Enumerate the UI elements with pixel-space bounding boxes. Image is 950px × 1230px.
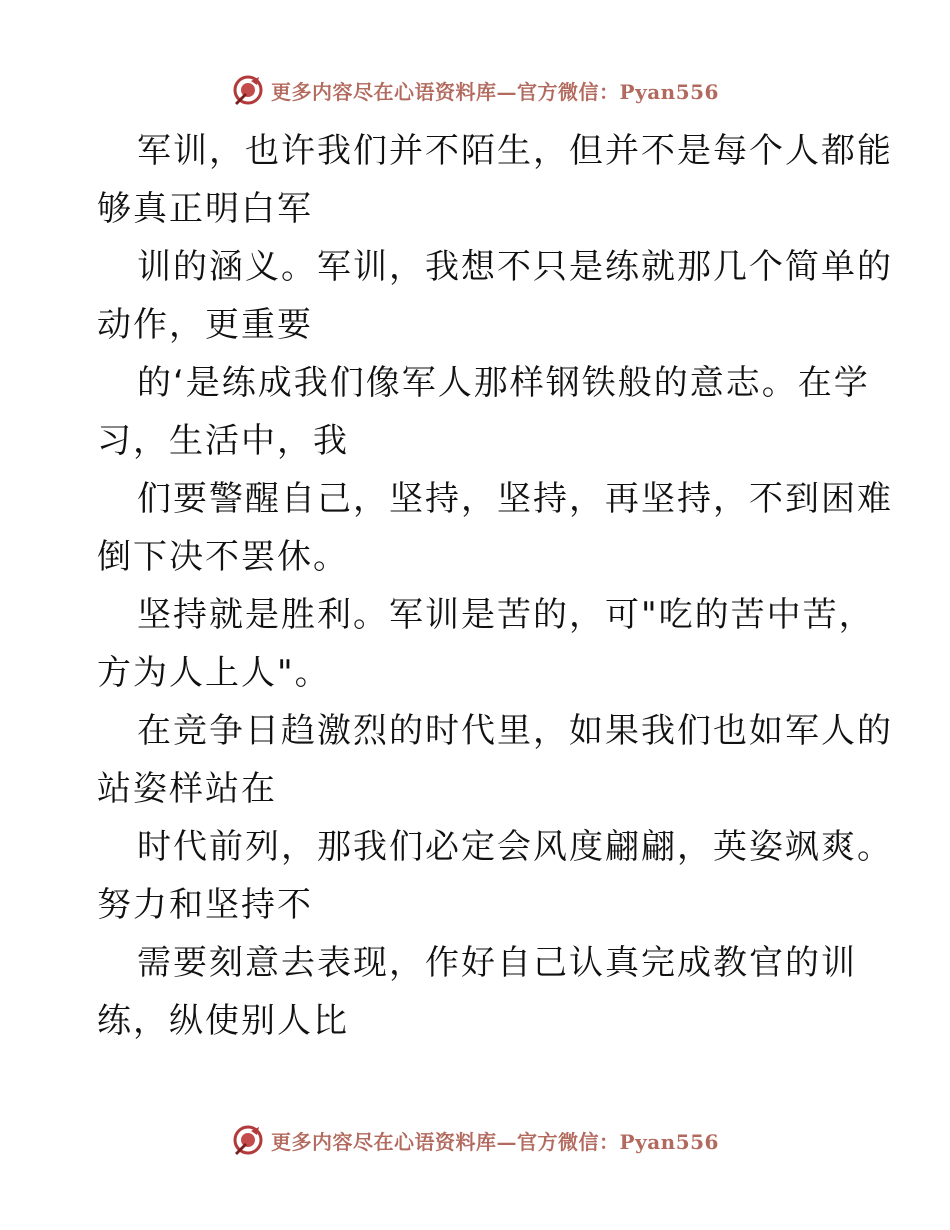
paragraph-line: 努力和坚持不: [97, 885, 313, 925]
header-text: 更多内容尽在心语资料库—官方微信：Pyan556: [271, 79, 719, 104]
paragraph-line: 的‘是练成我们像军人那样钢铁般的意志。在学: [137, 363, 870, 403]
paragraph-line: 方为人上人"。: [97, 653, 331, 693]
paragraph-line: 们要警醒自己，坚持，坚持，再坚持，不到困难: [137, 479, 893, 519]
header-banner: [0, 70, 950, 110]
paragraph-line: 需要刻意去表现，作好自己认真完成教官的训: [137, 943, 857, 983]
paragraph-line: 够真正明白军: [97, 189, 313, 229]
paragraph: [97, 586, 877, 702]
paragraph-line: 军训，也许我们并不陌生，但并不是每个人都能: [137, 131, 893, 171]
paragraph-line: 练，纵使别人比: [97, 1001, 349, 1041]
paragraph: [97, 934, 877, 1050]
paragraph-line: 训的涵义。军训，我想不只是练就那几个简单的: [137, 247, 893, 287]
paragraph: [97, 818, 893, 934]
paragraph: [97, 238, 893, 354]
paragraph-line: 在竞争日趋激烈的时代里，如果我们也如军人的: [137, 711, 893, 751]
paragraph-line: 习，生活中，我: [97, 421, 349, 461]
paragraph: [97, 122, 893, 238]
pen-seal-icon: [231, 73, 265, 107]
pen-seal-icon: [231, 1123, 265, 1157]
paragraph-line: 倒下决不罢休。: [97, 537, 349, 577]
paragraph: [97, 354, 877, 470]
paragraph-line: 动作，更重要: [97, 305, 313, 345]
footer-text: 更多内容尽在心语资料库—官方微信：Pyan556: [271, 1129, 719, 1154]
paragraph: [97, 702, 893, 818]
paragraph-line: 坚持就是胜利。军训是苦的，可"吃的苦中苦，: [137, 595, 875, 635]
paragraph: [97, 470, 893, 586]
paragraph-line: 站姿样站在: [97, 769, 277, 809]
paragraph-line: 时代前列，那我们必定会风度翩翩，英姿飒爽。: [137, 827, 893, 867]
document-body: [97, 122, 893, 1050]
footer-banner: [0, 1120, 950, 1160]
